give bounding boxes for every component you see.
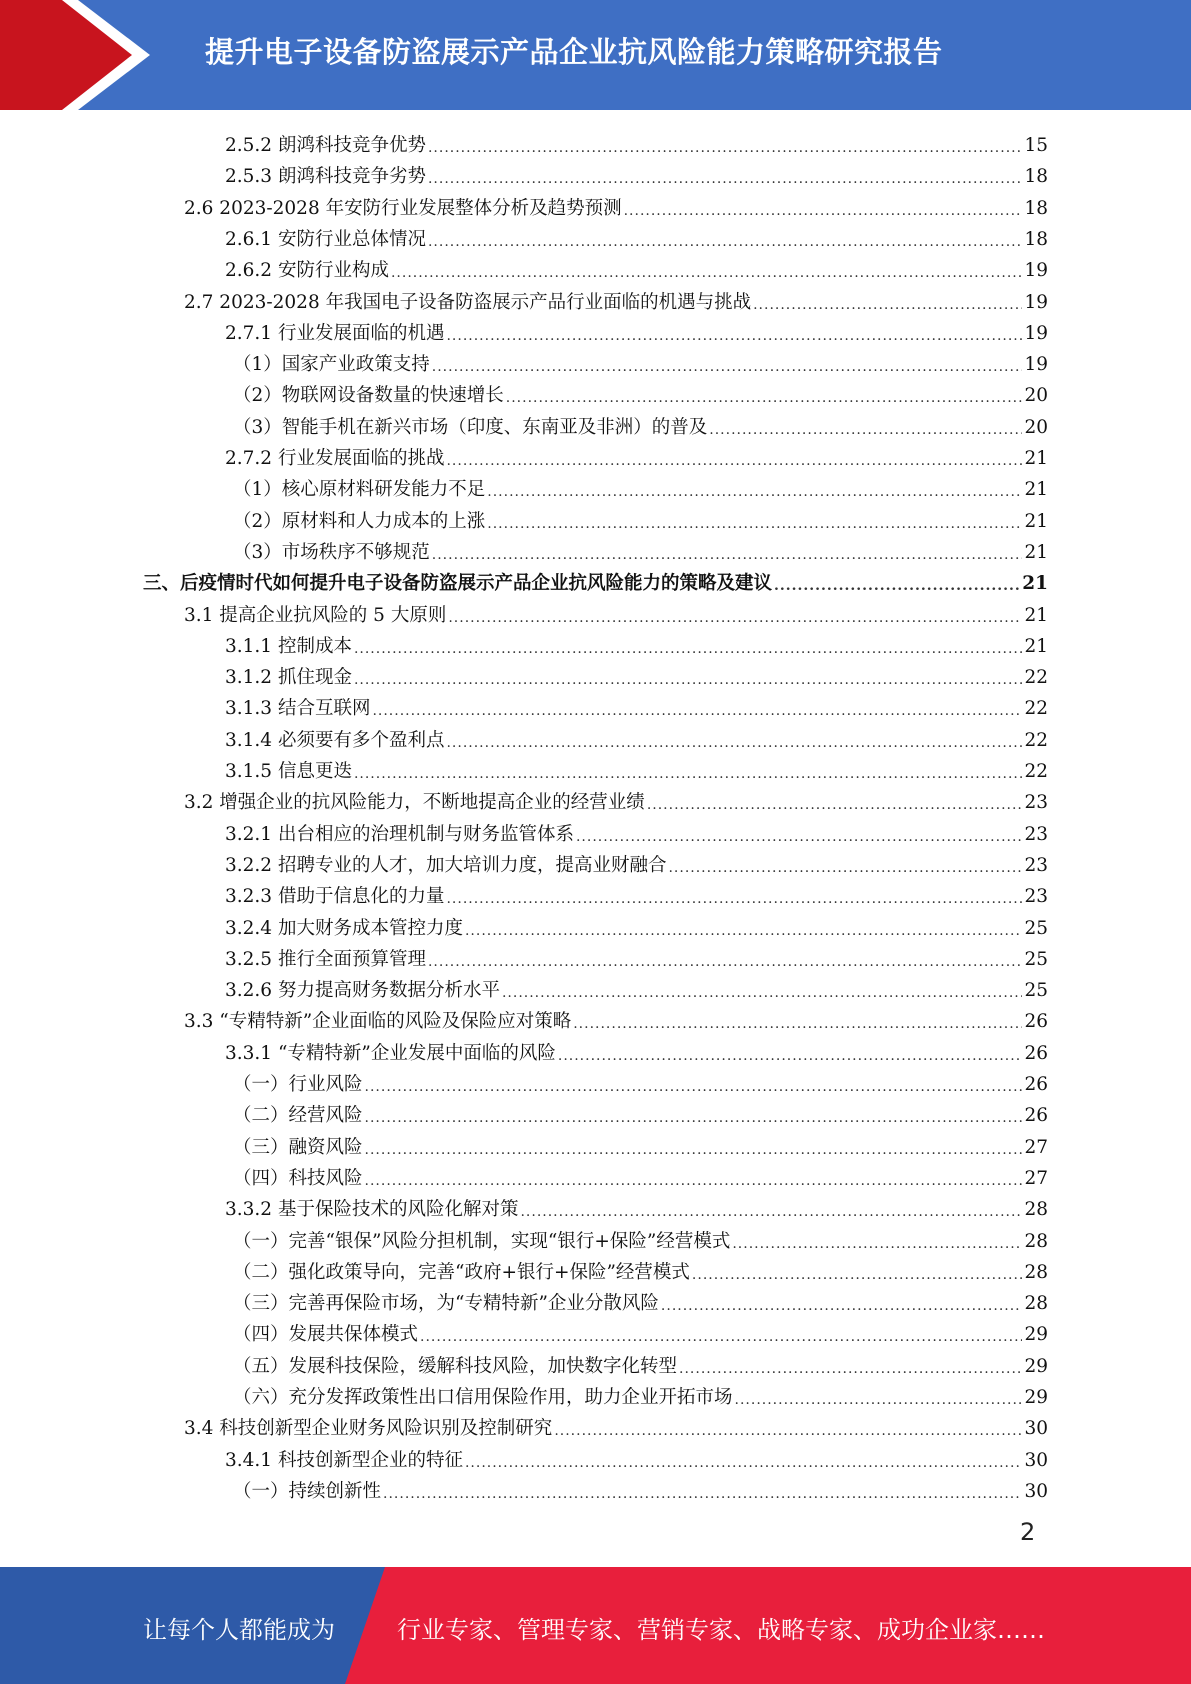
toc-entry-title: 3.2.5 推行全面预算管理 <box>225 949 426 970</box>
toc-entry[interactable] <box>233 1472 1048 1503</box>
toc-dot-leader <box>624 202 1023 220</box>
toc-dot-leader <box>661 1297 1023 1315</box>
toc-entry-title: （四）科技风险 <box>233 1168 363 1189</box>
toc-entry[interactable] <box>225 157 1048 188</box>
toc-entry-title: 3.1.5 信息更迭 <box>225 761 352 782</box>
footer-slogan-left: 让每个人都能成为 <box>143 1616 335 1644</box>
toc-entry[interactable] <box>225 877 1048 908</box>
toc-entry-title: 3.4.1 科技创新型企业的特征 <box>225 1450 463 1471</box>
page-footer <box>0 1567 1191 1684</box>
toc-dot-leader <box>465 1454 1022 1472</box>
toc-entry-title: （2）物联网设备数量的快速增长 <box>233 385 504 406</box>
toc-dot-leader <box>446 452 1022 470</box>
toc-entry[interactable] <box>225 314 1048 345</box>
toc-dot-leader <box>428 233 1022 251</box>
toc-entry-page: 19 <box>1024 260 1048 281</box>
toc-entry[interactable] <box>184 1409 1048 1440</box>
toc-entry-page: 30 <box>1024 1481 1048 1502</box>
toc-dot-leader <box>354 671 1023 689</box>
page-header <box>0 0 1191 110</box>
toc-entry-page: 25 <box>1024 980 1048 1001</box>
toc-entry-title: 2.7.1 行业发展面临的机遇 <box>225 323 445 344</box>
toc-entry[interactable] <box>233 1222 1048 1253</box>
toc-dot-leader <box>391 264 1022 282</box>
toc-entry[interactable] <box>225 658 1048 689</box>
toc-entry[interactable] <box>233 1378 1048 1409</box>
toc-entry[interactable] <box>233 1159 1048 1190</box>
toc-entry[interactable] <box>184 283 1048 314</box>
toc-entry-title: （一）持续创新性 <box>233 1481 382 1502</box>
toc-entry-title: 3.1.4 必须要有多个盈利点 <box>225 730 445 751</box>
toc-entry-page: 18 <box>1024 229 1048 250</box>
toc-entry-title: 2.5.2 朗鸿科技竞争优势 <box>225 135 426 156</box>
toc-dot-leader <box>668 859 1022 877</box>
toc-dot-leader <box>647 796 1023 814</box>
toc-entry-page: 20 <box>1024 417 1048 438</box>
toc-entry-title: （六）充分发挥政策性出口信用保险作用，助力企业开拓市场 <box>233 1387 733 1408</box>
toc-entry[interactable] <box>233 1253 1048 1284</box>
toc-entry-page: 26 <box>1024 1011 1048 1032</box>
toc-entry-page: 25 <box>1024 918 1048 939</box>
toc-dot-leader <box>487 515 1022 533</box>
toc-entry[interactable] <box>225 752 1048 783</box>
toc-dot-leader <box>554 1422 1022 1440</box>
toc-entry[interactable] <box>233 1347 1048 1378</box>
footer-slogan-right: 行业专家、管理专家、营销专家、战略专家、成功企业家…… <box>397 1616 1045 1644</box>
toc-entry-page: 28 <box>1024 1199 1048 1220</box>
toc-entry[interactable] <box>225 815 1048 846</box>
toc-dot-leader <box>735 1391 1023 1409</box>
toc-entry[interactable] <box>184 1002 1048 1033</box>
toc-dot-leader <box>365 1172 1023 1190</box>
toc-dot-leader <box>432 546 1023 564</box>
toc-entry[interactable] <box>233 502 1048 533</box>
toc-entry-title: （三）融资风险 <box>233 1137 363 1158</box>
toc-entry-page: 28 <box>1024 1231 1048 1252</box>
toc-entry-title: 3.2.3 借助于信息化的力量 <box>225 886 445 907</box>
toc-entry-title: （二）强化政策导向，完善“政府+银行+保险”经营模式 <box>233 1262 690 1283</box>
toc-entry[interactable] <box>225 721 1048 752</box>
toc-dot-leader <box>506 389 1023 407</box>
toc-entry-page: 21 <box>1024 636 1048 657</box>
toc-entry-page: 23 <box>1024 824 1048 845</box>
toc-entry-page: 22 <box>1024 667 1048 688</box>
toc-entry-title: （1）国家产业政策支持 <box>233 354 430 375</box>
toc-entry-title: 3.2 增强企业的抗风险能力，不断地提高企业的经营业绩 <box>184 792 645 813</box>
toc-entry-page: 29 <box>1024 1356 1048 1377</box>
toc-entry-page: 23 <box>1024 886 1048 907</box>
toc-entry-title: 3.1.3 结合互联网 <box>225 698 371 719</box>
toc-entry-title: 3.3 “专精特新”企业面临的风险及保险应对策略 <box>184 1011 572 1032</box>
toc-dot-leader <box>446 890 1022 908</box>
toc-entry[interactable] <box>225 126 1048 157</box>
toc-entry-title: （五）发展科技保险，缓解科技风险，加快数字化转型 <box>233 1356 678 1377</box>
toc-entry-title: 3.3.1 “专精特新”企业发展中面临的风险 <box>225 1043 556 1064</box>
toc-dot-leader <box>428 139 1022 157</box>
toc-entry[interactable] <box>225 220 1048 251</box>
toc-entry-title: 2.6.1 安防行业总体情况 <box>225 229 426 250</box>
toc-entry-page: 15 <box>1024 135 1048 156</box>
toc-entry[interactable] <box>225 439 1048 470</box>
toc-entry-title: 2.5.3 朗鸿科技竞争劣势 <box>225 166 426 187</box>
toc-entry[interactable] <box>225 971 1048 1002</box>
toc-entry-title: 3.2.6 努力提高财务数据分析水平 <box>225 980 500 1001</box>
toc-entry-title: 2.6.2 安防行业构成 <box>225 260 389 281</box>
toc-entry[interactable] <box>233 533 1048 564</box>
toc-entry[interactable] <box>143 564 1048 595</box>
toc-entry-page: 23 <box>1024 855 1048 876</box>
toc-entry-page: 18 <box>1024 198 1048 219</box>
toc-entry[interactable] <box>184 189 1048 220</box>
toc-dot-leader <box>774 577 1020 595</box>
toc-entry-title: （2）原材料和人力成本的上涨 <box>233 511 486 532</box>
toc-dot-leader <box>383 1485 1022 1503</box>
toc-entry-page: 26 <box>1024 1074 1048 1095</box>
toc-entry-page: 20 <box>1024 385 1048 406</box>
toc-entry-title: （一）行业风险 <box>233 1074 363 1095</box>
toc-entry[interactable] <box>233 1315 1048 1346</box>
toc-entry-title: 3.1.2 抓住现金 <box>225 667 352 688</box>
toc-entry-page: 21 <box>1024 448 1048 469</box>
toc-entry-page: 26 <box>1024 1043 1048 1064</box>
toc-entry[interactable] <box>233 470 1048 501</box>
toc-dot-leader <box>576 828 1022 846</box>
toc-dot-leader <box>365 1078 1023 1096</box>
toc-entry-title: 2.6 2023-2028 年安防行业发展整体分析及趋势预测 <box>184 198 622 219</box>
toc-entry[interactable] <box>233 1096 1048 1127</box>
toc-dot-leader <box>709 421 1022 439</box>
toc-entry[interactable] <box>225 251 1048 282</box>
toc-entry-page: 29 <box>1024 1324 1048 1345</box>
toc-entry[interactable] <box>225 940 1048 971</box>
toc-entry[interactable] <box>233 1284 1048 1315</box>
toc-dot-leader <box>520 1203 1022 1221</box>
toc-entry[interactable] <box>225 1441 1048 1472</box>
toc-dot-leader <box>558 1047 1023 1065</box>
toc-entry-title: 3.4 科技创新型企业财务风险识别及控制研究 <box>184 1418 553 1439</box>
toc-dot-leader <box>753 296 1022 314</box>
toc-entry-title: 2.7 2023-2028 年我国电子设备防盗展示产品行业面临的机遇与挑战 <box>184 292 752 313</box>
toc-dot-leader <box>732 1235 1022 1253</box>
toc-entry-page: 19 <box>1024 323 1048 344</box>
toc-entry-page: 18 <box>1024 166 1048 187</box>
toc-entry[interactable] <box>225 909 1048 940</box>
toc-entry-page: 28 <box>1024 1262 1048 1283</box>
toc-entry-page: 27 <box>1024 1137 1048 1158</box>
toc-entry[interactable] <box>233 1128 1048 1159</box>
page-number: 2 <box>1020 1518 1036 1546</box>
toc-entry-title: （1）核心原材料研发能力不足 <box>233 479 486 500</box>
toc-entry-page: 21 <box>1024 479 1048 500</box>
toc-entry-title: 3.1.1 控制成本 <box>225 636 352 657</box>
toc-entry-page: 26 <box>1024 1105 1048 1126</box>
toc-entry-page: 21 <box>1024 605 1048 626</box>
toc-entry[interactable] <box>233 345 1048 376</box>
toc-dot-leader <box>420 1328 1022 1346</box>
toc-entry-page: 29 <box>1024 1387 1048 1408</box>
toc-dot-leader <box>502 984 1022 1002</box>
toc-entry-title: （3）市场秩序不够规范 <box>233 542 430 563</box>
toc-entry[interactable] <box>225 1034 1048 1065</box>
toc-entry-page: 19 <box>1024 292 1048 313</box>
toc-entry-page: 21 <box>1022 573 1048 594</box>
toc-entry[interactable] <box>225 1190 1048 1221</box>
toc-entry[interactable] <box>233 408 1048 439</box>
toc-entry-title: 3.3.2 基于保险技术的风险化解对策 <box>225 1199 519 1220</box>
toc-dot-leader <box>692 1266 1023 1284</box>
toc-entry-page: 30 <box>1024 1450 1048 1471</box>
toc-dot-leader <box>573 1015 1022 1033</box>
toc-dot-leader <box>428 170 1022 188</box>
toc-entry-title: 3.2.1 出台相应的治理机制与财务监管体系 <box>225 824 574 845</box>
toc-entry-page: 22 <box>1024 730 1048 751</box>
toc-entry[interactable] <box>233 376 1048 407</box>
toc-dot-leader <box>432 358 1023 376</box>
toc-entry[interactable] <box>184 596 1048 627</box>
toc-entry-title: 3.2.4 加大财务成本管控力度 <box>225 918 463 939</box>
toc-dot-leader <box>365 1109 1023 1127</box>
toc-dot-leader <box>365 1141 1023 1159</box>
toc-entry-page: 23 <box>1024 792 1048 813</box>
toc-entry-title: （3）智能手机在新兴市场（印度、东南亚及非洲）的普及 <box>233 417 708 438</box>
toc-dot-leader <box>372 702 1022 720</box>
toc-dot-leader <box>465 922 1022 940</box>
toc-entry-page: 22 <box>1024 698 1048 719</box>
toc-entry-title: 3.1 提高企业抗风险的 5 大原则 <box>184 605 447 626</box>
toc-entry-page: 25 <box>1024 949 1048 970</box>
toc-dot-leader <box>354 765 1023 783</box>
toc-dot-leader <box>487 483 1022 501</box>
toc-entry[interactable] <box>233 1065 1048 1096</box>
toc-dot-leader <box>448 609 1022 627</box>
toc-dot-leader <box>446 734 1022 752</box>
toc-entry-title: （一）完善“银保”风险分担机制，实现“银行+保险”经营模式 <box>233 1231 731 1252</box>
toc-entry-title: （三）完善再保险市场，为“专精特新”企业分散风险 <box>233 1293 659 1314</box>
toc-dot-leader <box>354 640 1023 658</box>
toc-dot-leader <box>679 1360 1022 1378</box>
report-title: 提升电子设备防盗展示产品企业抗风险能力策略研究报告 <box>205 35 943 69</box>
toc-entry[interactable] <box>225 846 1048 877</box>
toc-entry-page: 21 <box>1024 542 1048 563</box>
toc-entry-page: 30 <box>1024 1418 1048 1439</box>
toc-entry[interactable] <box>225 627 1048 658</box>
toc-entry-page: 21 <box>1024 511 1048 532</box>
toc-entry-page: 22 <box>1024 761 1048 782</box>
toc-dot-leader <box>446 327 1022 345</box>
toc-entry-page: 28 <box>1024 1293 1048 1314</box>
toc-entry-title: 2.7.2 行业发展面临的挑战 <box>225 448 445 469</box>
toc-entry-title: （四）发展共保体模式 <box>233 1324 419 1345</box>
toc-entry[interactable] <box>184 783 1048 814</box>
toc-entry-page: 19 <box>1024 354 1048 375</box>
toc-entry-page: 27 <box>1024 1168 1048 1189</box>
toc-entry-title: 3.2.2 招聘专业的人才，加大培训力度，提高业财融合 <box>225 855 667 876</box>
toc-dot-leader <box>428 953 1022 971</box>
toc-entry[interactable] <box>225 689 1048 720</box>
toc-entry-title: （二）经营风险 <box>233 1105 363 1126</box>
toc-entry-title: 三、后疫情时代如何提升电子设备防盗展示产品企业抗风险能力的策略及建议 <box>143 573 773 594</box>
